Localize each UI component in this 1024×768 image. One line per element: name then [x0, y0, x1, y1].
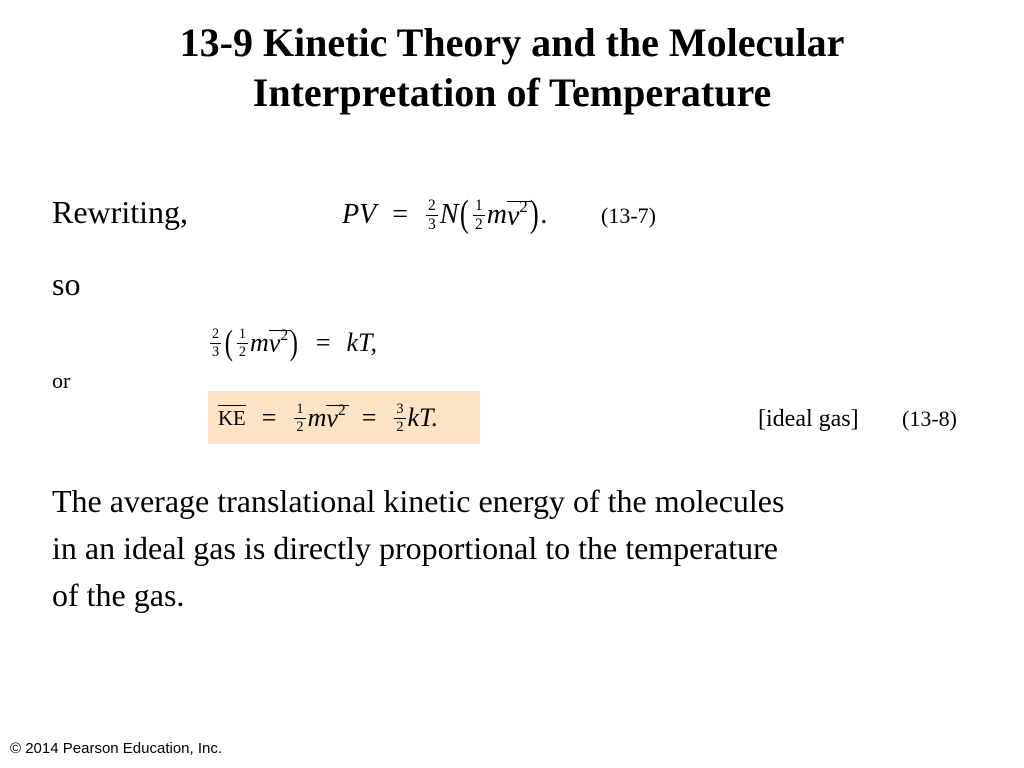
- eq1-frac-b-num: 1: [475, 197, 483, 215]
- equation-13-8: [218, 396, 438, 440]
- equation-intermediate: [208, 322, 377, 364]
- eq2-right-paren: ): [289, 323, 299, 363]
- eq1-frac-a-den: 3: [428, 215, 436, 233]
- eq2-v-squared-mean: [269, 327, 288, 359]
- ideal-gas-condition: [ideal gas]: [758, 406, 859, 432]
- eq1-end: .: [540, 199, 548, 230]
- eq3-frac-a-den: 2: [296, 418, 304, 435]
- eq1-frac-b-den: 2: [475, 215, 483, 233]
- paragraph-line-1: The average translational kinetic energy of the molecules: [52, 483, 785, 519]
- paragraph-line-2: in an ideal gas is directly proportional to the temperature: [52, 530, 778, 566]
- eq3-fraction-three-halves: [394, 402, 405, 434]
- eq3-frac-b-den: 2: [396, 418, 404, 435]
- rewriting-label: Rewriting,: [52, 194, 188, 230]
- eq2-frac-a-den: 3: [212, 343, 220, 360]
- eq3-fraction-one-half: [294, 402, 305, 434]
- eq1-exp: 2: [519, 197, 528, 217]
- eq1-v: v: [506, 200, 520, 232]
- eq3-rhs: kT.: [407, 403, 439, 432]
- eq3-frac-b-num: 3: [396, 401, 404, 418]
- title-line-2: Interpretation of Temperature: [252, 70, 772, 115]
- eq2-m: m: [250, 328, 269, 357]
- eq2-frac-b-den: 2: [238, 343, 246, 360]
- eq1-v-squared-mean: [507, 197, 528, 233]
- eq3-exp: 2: [337, 402, 346, 420]
- slide-title: [0, 18, 1024, 118]
- eq2-rhs: kT,: [346, 328, 378, 357]
- equation-number-13-7: (13-7): [601, 203, 656, 228]
- title-line-1: 13-9 Kinetic Theory and the Molecular: [179, 20, 845, 65]
- eq2-fraction-one-half: [237, 327, 248, 359]
- equation-13-7: [342, 193, 547, 237]
- eq2-left-paren: (: [224, 323, 234, 363]
- eq1-m: m: [486, 199, 507, 230]
- eq2-v: v: [268, 328, 281, 358]
- or-label: or: [52, 368, 71, 393]
- eq2-equals: =: [315, 328, 331, 357]
- eq3-v-squared-mean: [326, 402, 345, 434]
- eq1-n: N: [439, 199, 459, 230]
- eq1-frac-a-num: 2: [428, 197, 436, 215]
- eq3-equals-1: =: [261, 403, 277, 432]
- eq3-m: m: [307, 403, 327, 432]
- eq1-fraction-two-thirds: [426, 198, 438, 232]
- equation-number-13-8: (13-8): [902, 406, 957, 431]
- paragraph-line-3: of the gas.: [52, 577, 185, 613]
- so-label: so: [52, 266, 81, 302]
- eq1-right-paren: ): [529, 193, 539, 236]
- conclusion-paragraph: [52, 478, 784, 619]
- eq3-ke: KE: [218, 407, 246, 430]
- copyright-footer: © 2014 Pearson Education, Inc.: [10, 740, 223, 757]
- eq1-left-paren: (: [460, 193, 470, 236]
- eq3-equals-2: =: [361, 403, 377, 432]
- eq2-fraction-two-thirds: [210, 327, 221, 359]
- eq1-equals: =: [392, 199, 409, 230]
- eq2-frac-a-num: 2: [212, 326, 220, 343]
- eq3-frac-a-num: 1: [296, 401, 304, 418]
- eq2-frac-b-num: 1: [238, 326, 246, 343]
- eq3-v: v: [326, 403, 338, 433]
- eq2-exp: 2: [280, 327, 289, 345]
- eq1-lhs: PV: [342, 199, 377, 230]
- eq1-fraction-one-half: [473, 198, 485, 232]
